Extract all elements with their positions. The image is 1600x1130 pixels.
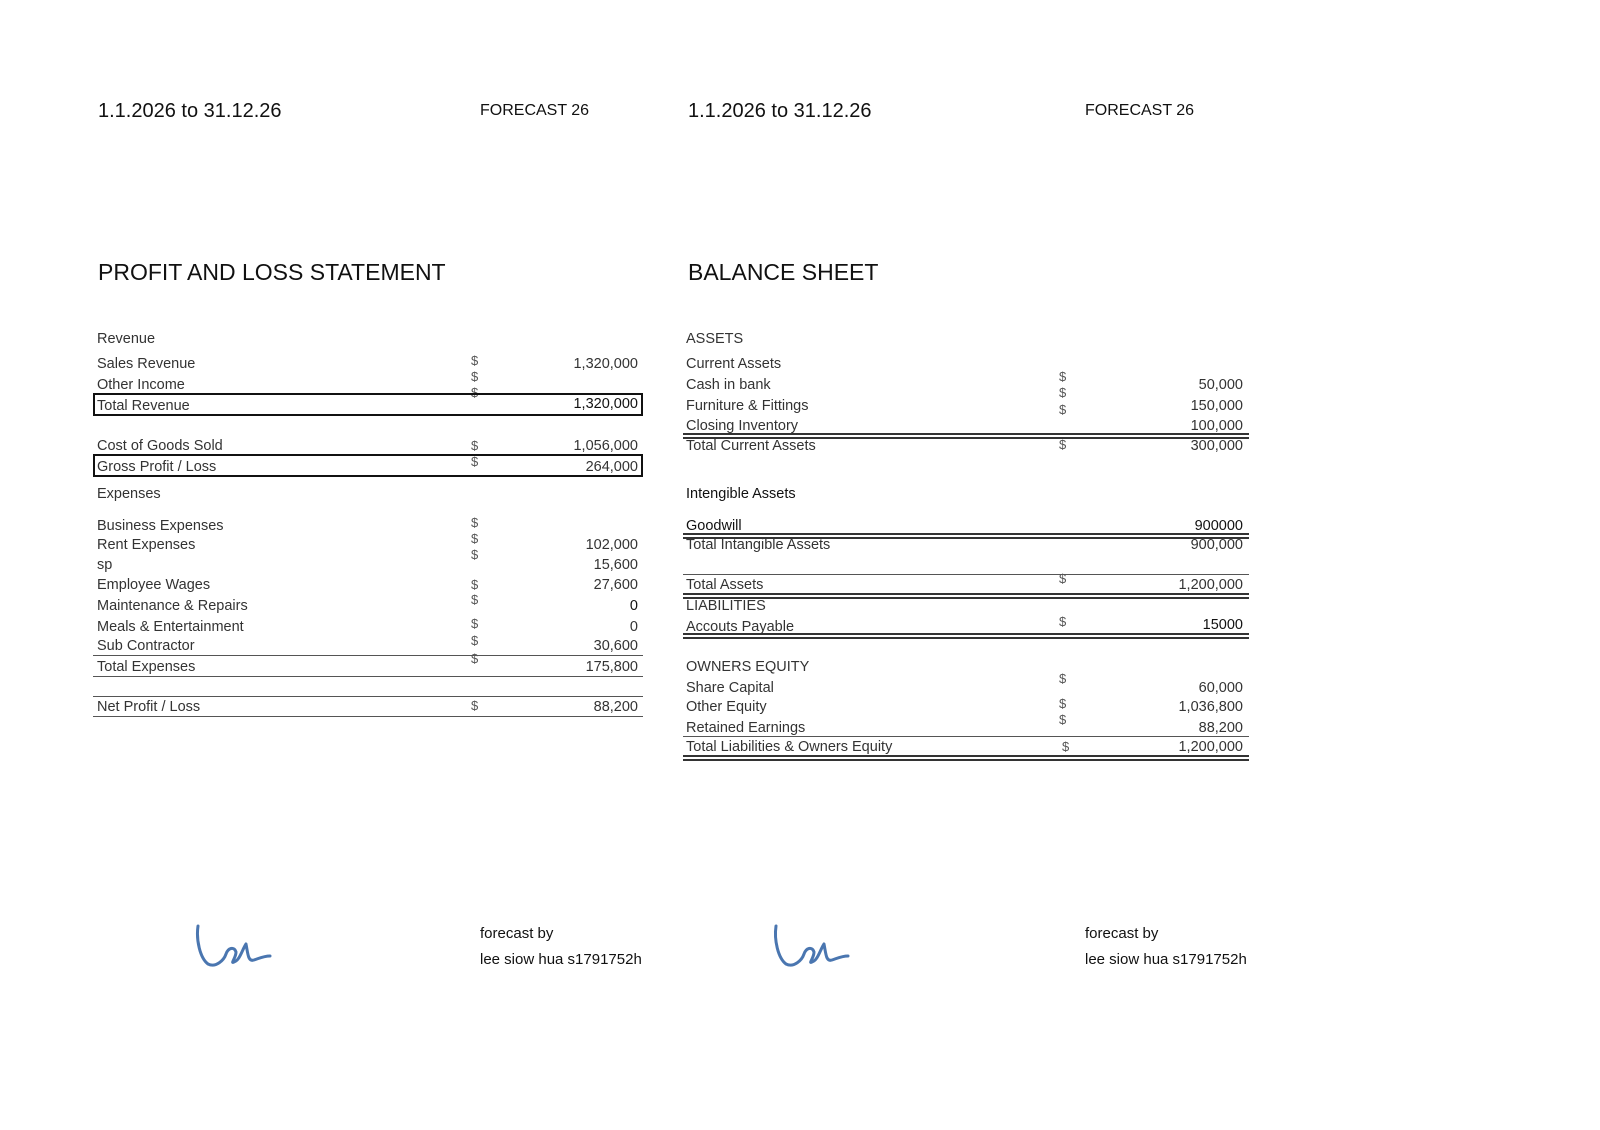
retained-earnings-value: 88,200 — [1198, 720, 1243, 736]
currency-symbol: $ — [471, 633, 479, 648]
bs-period: 1.1.2026 to 31.12.26 — [688, 100, 872, 122]
cogs-label: Cost of Goods Sold — [97, 438, 223, 454]
expense-label: sp — [97, 557, 113, 573]
other-equity-label: Other Equity — [686, 699, 767, 715]
currency-symbol: $ — [471, 651, 479, 666]
intangible-assets-label: Intengible Assets — [686, 486, 796, 502]
share-capital-value: 60,000 — [1198, 680, 1243, 696]
other-income-label: Other Income — [97, 377, 185, 393]
currency-symbol: $ — [1059, 571, 1067, 586]
accounts-payable-label: Accouts Payable — [686, 619, 795, 635]
expense-value: 27,600 — [593, 577, 638, 593]
currency-symbol: $ — [471, 531, 479, 546]
currency-symbol: $ — [471, 369, 479, 384]
pl-title: PROFIT AND LOSS STATEMENT — [98, 259, 446, 285]
owners-equity-label: OWNERS EQUITY — [686, 659, 810, 675]
current-assets-label: Current Assets — [686, 356, 782, 372]
furniture-label: Furniture & Fittings — [686, 398, 809, 414]
double-rule — [683, 593, 1249, 599]
double-rule — [683, 633, 1249, 639]
sales-revenue-value: 1,320,000 — [573, 356, 638, 372]
sales-revenue-label: Sales Revenue — [97, 356, 196, 372]
currency-symbol: $ — [1059, 437, 1067, 452]
currency-symbol: $ — [1062, 739, 1070, 754]
expense-value: 0 — [629, 598, 638, 614]
expense-label: Sub Contractor — [97, 638, 195, 654]
total-expenses-label: Total Expenses — [97, 659, 196, 675]
inventory-label: Closing Inventory — [686, 418, 799, 434]
total-intangible-label: Total Intangible Assets — [686, 537, 831, 553]
total-liabilities-equity-label: Total Liabilities & Owners Equity — [686, 739, 893, 755]
expense-label: Maintenance & Repairs — [97, 598, 248, 614]
signature-image — [768, 920, 858, 975]
currency-symbol: $ — [471, 515, 479, 530]
expense-label: Business Expenses — [97, 518, 224, 534]
gross-profit-label: Gross Profit / Loss — [97, 459, 217, 475]
currency-symbol: $ — [471, 592, 479, 607]
rule — [93, 696, 643, 697]
total-intangible-value: 900,000 — [1190, 537, 1243, 553]
cash-label: Cash in bank — [686, 377, 771, 393]
pl-period: 1.1.2026 to 31.12.26 — [98, 100, 282, 122]
net-profit-label: Net Profit / Loss — [97, 699, 201, 715]
currency-symbol: $ — [471, 577, 479, 592]
total-expenses-value: 175,800 — [585, 659, 638, 675]
expense-value: 102,000 — [585, 537, 638, 553]
forecast-by-label: forecast by — [1085, 925, 1159, 942]
revenue-section-label: Revenue — [97, 331, 156, 347]
forecast-by-label: forecast by — [480, 925, 554, 942]
cogs-value: 1,056,000 — [573, 438, 638, 454]
currency-symbol: $ — [471, 547, 479, 562]
expense-value: 15,600 — [593, 557, 638, 573]
currency-symbol: $ — [1059, 369, 1067, 384]
expense-label: Rent Expenses — [97, 537, 196, 553]
rule — [683, 736, 1249, 737]
currency-symbol: $ — [471, 454, 479, 469]
currency-symbol: $ — [1059, 614, 1067, 629]
furniture-value: 150,000 — [1190, 398, 1243, 414]
currency-symbol: $ — [1059, 712, 1067, 727]
double-rule — [683, 755, 1249, 761]
currency-symbol: $ — [1059, 385, 1067, 400]
signature-image — [190, 920, 280, 975]
currency-symbol: $ — [471, 438, 479, 453]
assets-label: ASSETS — [686, 331, 744, 347]
total-revenue-label: Total Revenue — [97, 398, 190, 414]
bs-forecast-label: FORECAST 26 — [1085, 102, 1195, 119]
goodwill-label: Goodwill — [686, 518, 742, 534]
pl-forecast-label: FORECAST 26 — [480, 102, 590, 119]
currency-symbol: $ — [471, 616, 479, 631]
bs-title: BALANCE SHEET — [688, 259, 879, 285]
other-equity-value: 1,036,800 — [1178, 699, 1243, 715]
total-assets-label: Total Assets — [686, 577, 764, 593]
author-name: lee siow hua s1791752h — [1085, 951, 1247, 968]
rule — [93, 655, 643, 656]
currency-symbol: $ — [1059, 696, 1067, 711]
expense-label: Meals & Entertainment — [97, 619, 244, 635]
expense-value: 0 — [629, 619, 638, 635]
currency-symbol: $ — [471, 385, 479, 400]
rule — [683, 574, 1249, 575]
total-revenue-value: 1,320,000 — [573, 396, 638, 412]
total-current-assets-value: 300,000 — [1190, 438, 1243, 454]
currency-symbol: $ — [471, 353, 479, 368]
share-capital-label: Share Capital — [686, 680, 774, 696]
currency-symbol: $ — [471, 698, 479, 713]
gross-profit-value: 264,000 — [585, 459, 638, 475]
net-profit-value: 88,200 — [593, 699, 638, 715]
accounts-payable-value: 15000 — [1202, 617, 1243, 633]
expense-value: 30,600 — [593, 638, 638, 654]
currency-symbol: $ — [1059, 402, 1067, 417]
rule — [93, 716, 643, 717]
author-name: lee siow hua s1791752h — [480, 951, 642, 968]
rule — [93, 676, 643, 677]
total-assets-value: 1,200,000 — [1178, 577, 1243, 593]
retained-earnings-label: Retained Earnings — [686, 720, 806, 736]
expenses-section-label: Expenses — [97, 486, 161, 502]
expense-label: Employee Wages — [97, 577, 211, 593]
cash-value: 50,000 — [1198, 377, 1243, 393]
total-liabilities-equity-value: 1,200,000 — [1178, 739, 1243, 755]
currency-symbol: $ — [1059, 671, 1067, 686]
total-current-assets-label: Total Current Assets — [686, 438, 816, 454]
goodwill-value: 900000 — [1194, 518, 1243, 534]
inventory-value: 100,000 — [1190, 418, 1243, 434]
liabilities-label: LIABILITIES — [686, 598, 766, 614]
